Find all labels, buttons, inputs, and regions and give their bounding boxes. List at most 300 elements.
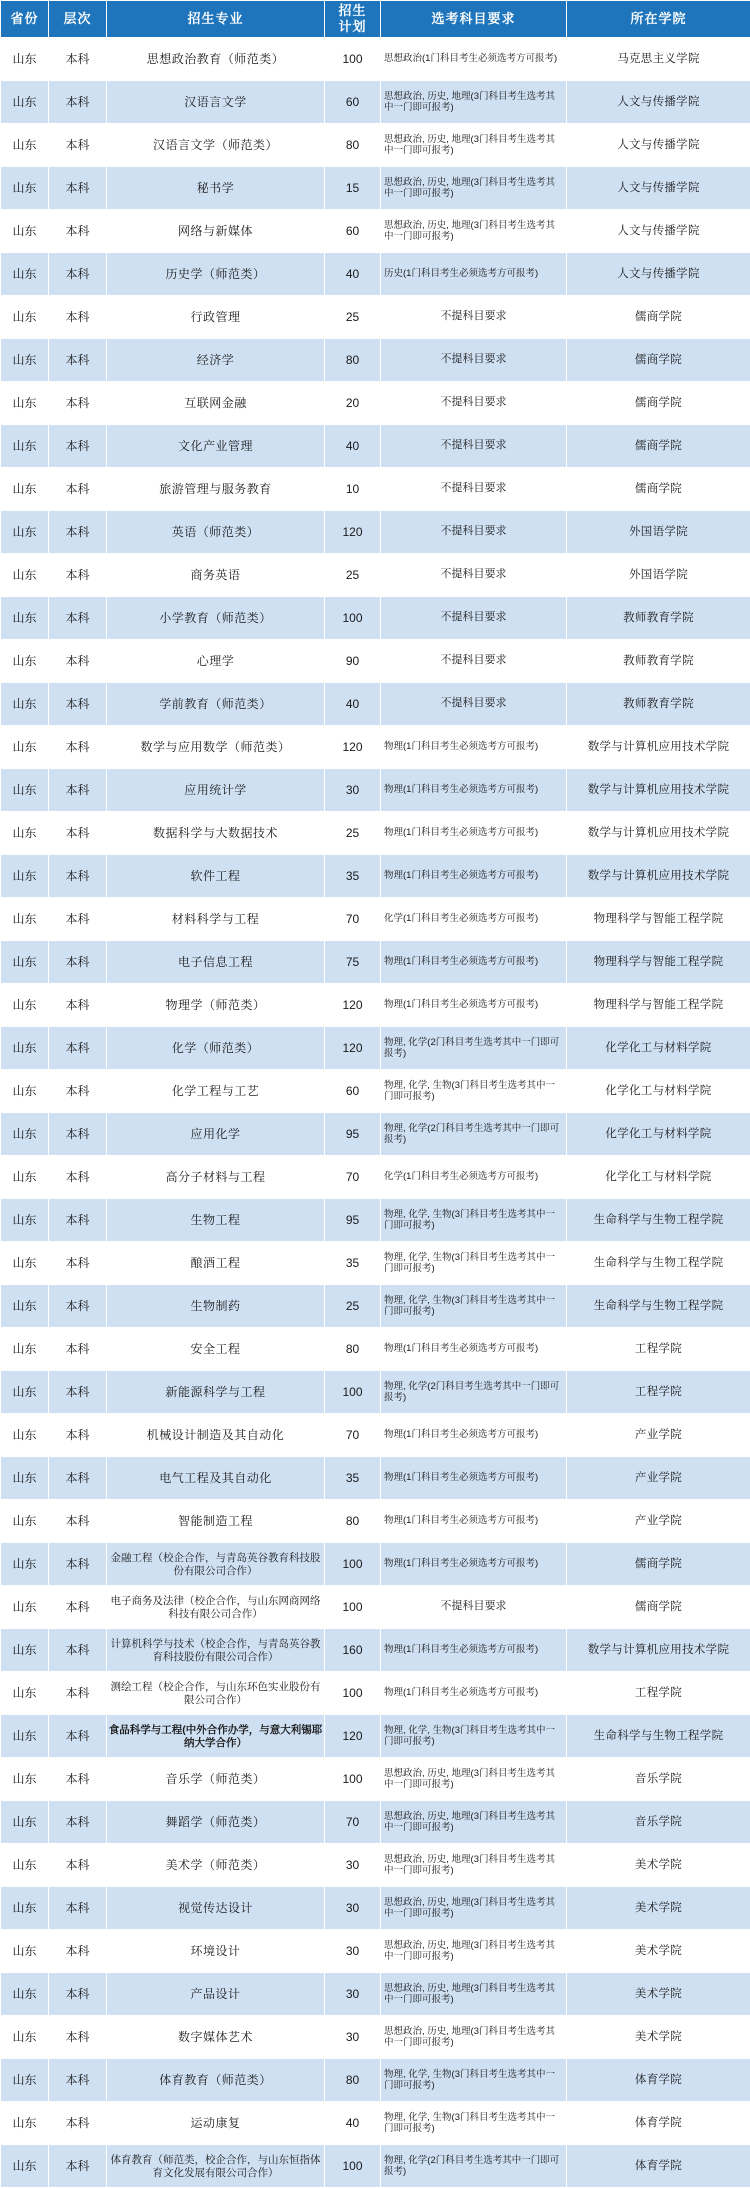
cell-plan: 120 [325,984,381,1027]
cell-subject-requirement: 物理, 化学, 生物(3门科目考生选考其中一门即可报考) [381,1242,567,1285]
cell-college: 美术学院 [567,1973,750,2016]
cell-level: 本科 [49,1070,107,1113]
cell-subject-requirement: 历史(1门科目考生必须选考方可报考) [381,253,567,296]
major-name: 体育教育（师范类，校企合作，与山东恒指体育文化发展有限公司合作） [111,2154,321,2179]
table-row [1,425,750,468]
cell-major [107,124,325,167]
table-row [1,1500,750,1543]
cell-major [107,2145,325,2188]
major-name: 汉语言文学 [184,95,247,109]
cell-subject-requirement: 物理, 化学(2门科目考生选考其中一门即可报考) [381,1113,567,1156]
cell-college: 外国语学院 [567,511,750,554]
table-row [1,2145,750,2188]
cell-province: 山东 [1,1027,49,1070]
major-name: 数学与应用数学（师范类） [140,740,290,754]
table-row [1,1586,750,1629]
major-name: 材料科学与工程 [172,912,260,926]
cell-level: 本科 [49,1801,107,1844]
cell-plan: 25 [325,554,381,597]
cell-level: 本科 [49,898,107,941]
major-name: 经济学 [197,353,235,367]
cell-college: 工程学院 [567,1328,750,1371]
table-row [1,296,750,339]
major-name: 小学教育（师范类） [159,611,272,625]
cell-plan: 100 [325,597,381,640]
cell-province: 山东 [1,1328,49,1371]
table-row [1,855,750,898]
cell-subject-requirement: 不提科目要求 [381,597,567,640]
cell-province: 山东 [1,1758,49,1801]
cell-major [107,425,325,468]
cell-subject-requirement: 物理(1门科目考生必须选考方可报考) [381,1672,567,1715]
cell-major [107,984,325,1027]
cell-level: 本科 [49,1371,107,1414]
table-row [1,640,750,683]
cell-province: 山东 [1,210,49,253]
cell-province: 山东 [1,2102,49,2145]
cell-province: 山东 [1,38,49,81]
major-name: 文化产业管理 [178,439,253,453]
cell-plan: 95 [325,1199,381,1242]
cell-plan: 100 [325,1586,381,1629]
cell-province: 山东 [1,941,49,984]
table-row [1,468,750,511]
cell-level: 本科 [49,1199,107,1242]
cell-level: 本科 [49,683,107,726]
column-header-level: 层次 [49,1,107,38]
cell-subject-requirement: 物理(1门科目考生必须选考方可报考) [381,1500,567,1543]
cell-province: 山东 [1,1199,49,1242]
major-name: 行政管理 [190,310,240,324]
cell-college: 数学与计算机应用技术学院 [567,855,750,898]
cell-subject-requirement: 不提科目要求 [381,640,567,683]
cell-plan: 20 [325,382,381,425]
cell-subject-requirement: 思想政治, 历史, 地理(3门科目考生选考其中一门即可报考) [381,167,567,210]
major-name: 旅游管理与服务教育 [159,482,272,496]
cell-level: 本科 [49,1586,107,1629]
cell-level: 本科 [49,2059,107,2102]
cell-plan: 15 [325,167,381,210]
table-row [1,1973,750,2016]
table-row [1,1758,750,1801]
cell-major [107,1758,325,1801]
column-header-plan [325,1,381,38]
cell-province: 山东 [1,1930,49,1973]
cell-college: 化学化工与材料学院 [567,1156,750,1199]
cell-plan: 100 [325,1371,381,1414]
cell-plan: 80 [325,339,381,382]
column-header-college: 所在学院 [567,1,750,38]
cell-college: 儒商学院 [567,1586,750,1629]
cell-level: 本科 [49,38,107,81]
cell-province: 山东 [1,1844,49,1887]
cell-subject-requirement: 不提科目要求 [381,339,567,382]
cell-level: 本科 [49,339,107,382]
major-name: 生物工程 [190,1213,240,1227]
cell-college: 产业学院 [567,1500,750,1543]
cell-college: 数学与计算机应用技术学院 [567,726,750,769]
major-name: 软件工程 [190,869,240,883]
cell-major [107,511,325,554]
cell-major [107,1070,325,1113]
major-name: 历史学（师范类） [165,267,265,281]
cell-subject-requirement: 物理, 化学, 生物(3门科目考生选考其中一门即可报考) [381,1285,567,1328]
table-row [1,941,750,984]
cell-subject-requirement: 物理, 化学(2门科目考生选考其中一门即可报考) [381,1027,567,1070]
major-name: 网络与新媒体 [178,224,253,238]
cell-college: 儒商学院 [567,425,750,468]
cell-province: 山东 [1,1672,49,1715]
cell-plan: 90 [325,640,381,683]
cell-level: 本科 [49,1328,107,1371]
cell-subject-requirement: 不提科目要求 [381,1586,567,1629]
cell-plan: 70 [325,898,381,941]
cell-level: 本科 [49,726,107,769]
cell-major [107,1715,325,1758]
cell-level: 本科 [49,1156,107,1199]
cell-college: 产业学院 [567,1414,750,1457]
major-name: 测绘工程（校企合作，与山东环色实业股份有限公司合作） [111,1681,321,1706]
cell-college: 工程学院 [567,1672,750,1715]
cell-level: 本科 [49,468,107,511]
cell-college: 生命科学与生物工程学院 [567,1285,750,1328]
cell-major [107,1285,325,1328]
cell-college: 体育学院 [567,2102,750,2145]
cell-subject-requirement: 物理, 化学(2门科目考生选考其中一门即可报考) [381,1371,567,1414]
cell-level: 本科 [49,1500,107,1543]
cell-province: 山东 [1,253,49,296]
cell-college: 体育学院 [567,2145,750,2188]
cell-college: 数学与计算机应用技术学院 [567,812,750,855]
major-name: 酿酒工程 [190,1256,240,1270]
table-row [1,253,750,296]
cell-subject-requirement: 不提科目要求 [381,554,567,597]
table-row [1,1156,750,1199]
cell-major [107,1199,325,1242]
major-name: 思想政治教育（师范类） [147,52,285,66]
table-row [1,1070,750,1113]
cell-level: 本科 [49,1027,107,1070]
cell-level: 本科 [49,769,107,812]
cell-subject-requirement: 物理(1门科目考生必须选考方可报考) [381,769,567,812]
cell-college: 教师教育学院 [567,640,750,683]
cell-level: 本科 [49,1113,107,1156]
table-row [1,1887,750,1930]
cell-province: 山东 [1,1715,49,1758]
cell-plan: 100 [325,38,381,81]
cell-level: 本科 [49,1242,107,1285]
cell-level: 本科 [49,640,107,683]
table-body [1,38,750,2188]
cell-major [107,1371,325,1414]
cell-major [107,941,325,984]
cell-college: 美术学院 [567,1844,750,1887]
cell-college: 美术学院 [567,1930,750,1973]
cell-subject-requirement: 物理(1门科目考生必须选考方可报考) [381,812,567,855]
cell-major [107,812,325,855]
cell-province: 山东 [1,167,49,210]
cell-province: 山东 [1,1586,49,1629]
column-header-major: 招生专业 [107,1,325,38]
table-row [1,726,750,769]
table-row [1,1672,750,1715]
cell-major [107,2102,325,2145]
cell-college: 物理科学与智能工程学院 [567,898,750,941]
cell-subject-requirement: 思想政治, 历史, 地理(3门科目考生选考其中一门即可报考) [381,1930,567,1973]
major-name: 体育教育（师范类） [159,2073,272,2087]
cell-subject-requirement: 思想政治, 历史, 地理(3门科目考生选考其中一门即可报考) [381,1887,567,1930]
cell-province: 山东 [1,511,49,554]
cell-province: 山东 [1,1801,49,1844]
cell-college: 儒商学院 [567,296,750,339]
major-name: 学前教育（师范类） [159,697,272,711]
table-row [1,1930,750,1973]
cell-college: 化学化工与材料学院 [567,1070,750,1113]
major-name: 应用化学 [190,1127,240,1141]
major-name: 英语（师范类） [172,525,260,539]
major-name: 数字媒体艺术 [178,2030,253,2044]
cell-major [107,167,325,210]
cell-level: 本科 [49,511,107,554]
cell-level: 本科 [49,210,107,253]
major-name: 化学工程与工艺 [172,1084,260,1098]
cell-college: 人文与传播学院 [567,210,750,253]
cell-major [107,1500,325,1543]
table-row [1,597,750,640]
table-row [1,210,750,253]
cell-level: 本科 [49,425,107,468]
cell-plan: 30 [325,769,381,812]
cell-province: 山东 [1,1371,49,1414]
table-row [1,1199,750,1242]
column-header-plan-line1: 招生 [325,3,380,19]
table-row [1,2102,750,2145]
cell-level: 本科 [49,1715,107,1758]
cell-level: 本科 [49,1285,107,1328]
cell-college: 化学化工与材料学院 [567,1113,750,1156]
major-name: 秘书学 [197,181,235,195]
cell-subject-requirement: 物理, 化学, 生物(3门科目考生选考其中一门即可报考) [381,1199,567,1242]
cell-province: 山东 [1,2145,49,2188]
cell-subject-requirement: 物理(1门科目考生必须选考方可报考) [381,1629,567,1672]
cell-plan: 80 [325,2059,381,2102]
header-row [1,1,750,38]
cell-level: 本科 [49,1672,107,1715]
cell-level: 本科 [49,1629,107,1672]
cell-college: 体育学院 [567,2059,750,2102]
cell-college: 生命科学与生物工程学院 [567,1199,750,1242]
cell-major [107,597,325,640]
cell-province: 山东 [1,1113,49,1156]
cell-province: 山东 [1,124,49,167]
cell-plan: 100 [325,1543,381,1586]
cell-college: 教师教育学院 [567,683,750,726]
major-name: 生物制药 [190,1299,240,1313]
cell-subject-requirement: 物理, 化学, 生物(3门科目考生选考其中一门即可报考) [381,1715,567,1758]
cell-level: 本科 [49,1973,107,2016]
major-name: 心理学 [197,654,235,668]
cell-major [107,1930,325,1973]
cell-plan: 95 [325,1113,381,1156]
table-row [1,1414,750,1457]
major-name: 数据科学与大数据技术 [153,826,278,840]
cell-province: 山东 [1,1457,49,1500]
cell-college: 物理科学与智能工程学院 [567,984,750,1027]
cell-college: 数学与计算机应用技术学院 [567,769,750,812]
table-row [1,2059,750,2102]
major-name: 互联网金融 [184,396,247,410]
table-row [1,1629,750,1672]
major-name: 音乐学（师范类） [165,1772,265,1786]
cell-province: 山东 [1,468,49,511]
table-row [1,898,750,941]
cell-major [107,1457,325,1500]
table-row [1,2016,750,2059]
cell-subject-requirement: 思想政治(1门科目考生必须选考方可报考) [381,38,567,81]
cell-college: 教师教育学院 [567,597,750,640]
major-name: 安全工程 [190,1342,240,1356]
cell-level: 本科 [49,1758,107,1801]
cell-plan: 60 [325,210,381,253]
cell-subject-requirement: 物理, 化学, 生物(3门科目考生选考其中一门即可报考) [381,2102,567,2145]
cell-major [107,1672,325,1715]
cell-level: 本科 [49,382,107,425]
cell-plan: 30 [325,1973,381,2016]
cell-plan: 40 [325,2102,381,2145]
cell-plan: 120 [325,726,381,769]
column-header-subject-requirement: 选考科目要求 [381,1,567,38]
cell-province: 山东 [1,2059,49,2102]
major-name: 高分子材料与工程 [165,1170,265,1184]
cell-province: 山东 [1,1973,49,2016]
major-name: 电子商务及法律（校企合作，与山东网商网络科技有限公司合作） [111,1595,321,1620]
cell-plan: 70 [325,1156,381,1199]
cell-plan: 25 [325,812,381,855]
cell-major [107,1156,325,1199]
cell-province: 山东 [1,1629,49,1672]
cell-major [107,640,325,683]
cell-province: 山东 [1,769,49,812]
cell-major [107,1887,325,1930]
table-row [1,38,750,81]
cell-major [107,81,325,124]
cell-level: 本科 [49,1457,107,1500]
cell-plan: 80 [325,124,381,167]
cell-major [107,2059,325,2102]
cell-major [107,1113,325,1156]
cell-plan: 100 [325,1758,381,1801]
cell-major [107,339,325,382]
cell-college: 儒商学院 [567,339,750,382]
cell-major [107,38,325,81]
cell-province: 山东 [1,812,49,855]
cell-college: 美术学院 [567,2016,750,2059]
cell-province: 山东 [1,1156,49,1199]
cell-plan: 30 [325,1887,381,1930]
cell-province: 山东 [1,296,49,339]
cell-subject-requirement: 物理(1门科目考生必须选考方可报考) [381,855,567,898]
table-row [1,984,750,1027]
cell-province: 山东 [1,81,49,124]
major-name: 食品科学与工程(中外合作办学，与意大利锡耶纳大学合作） [109,1724,323,1749]
cell-plan: 60 [325,1070,381,1113]
cell-major [107,382,325,425]
cell-plan: 30 [325,2016,381,2059]
table-row [1,812,750,855]
cell-college: 化学化工与材料学院 [567,1027,750,1070]
major-name: 视觉传达设计 [178,1901,253,1915]
cell-subject-requirement: 思想政治, 历史, 地理(3门科目考生选考其中一门即可报考) [381,1801,567,1844]
cell-subject-requirement: 思想政治, 历史, 地理(3门科目考生选考其中一门即可报考) [381,124,567,167]
cell-plan: 75 [325,941,381,984]
cell-subject-requirement: 不提科目要求 [381,683,567,726]
cell-major [107,1973,325,2016]
cell-major [107,1801,325,1844]
cell-province: 山东 [1,1887,49,1930]
cell-plan: 40 [325,683,381,726]
cell-major [107,1027,325,1070]
cell-province: 山东 [1,898,49,941]
major-name: 应用统计学 [184,783,247,797]
table-row [1,683,750,726]
cell-subject-requirement: 思想政治, 历史, 地理(3门科目考生选考其中一门即可报考) [381,210,567,253]
cell-province: 山东 [1,339,49,382]
cell-plan: 35 [325,1457,381,1500]
cell-college: 工程学院 [567,1371,750,1414]
cell-level: 本科 [49,2145,107,2188]
major-name: 物理学（师范类） [165,998,265,1012]
cell-subject-requirement: 思想政治, 历史, 地理(3门科目考生选考其中一门即可报考) [381,2016,567,2059]
cell-province: 山东 [1,726,49,769]
cell-college: 马克思主义学院 [567,38,750,81]
cell-subject-requirement: 物理, 化学, 生物(3门科目考生选考其中一门即可报考) [381,2059,567,2102]
cell-plan: 100 [325,1672,381,1715]
table-row [1,1543,750,1586]
cell-level: 本科 [49,2102,107,2145]
cell-major [107,210,325,253]
cell-subject-requirement: 物理(1门科目考生必须选考方可报考) [381,941,567,984]
cell-level: 本科 [49,81,107,124]
table-row [1,1242,750,1285]
cell-subject-requirement: 思想政治, 历史, 地理(3门科目考生选考其中一门即可报考) [381,1973,567,2016]
table-row [1,1801,750,1844]
major-name: 商务英语 [190,568,240,582]
cell-plan: 35 [325,1242,381,1285]
cell-subject-requirement: 化学(1门科目考生必须选考方可报考) [381,898,567,941]
cell-level: 本科 [49,1543,107,1586]
major-name: 机械设计制造及其自动化 [147,1428,285,1442]
cell-subject-requirement: 思想政治, 历史, 地理(3门科目考生选考其中一门即可报考) [381,1758,567,1801]
cell-major [107,1414,325,1457]
cell-subject-requirement: 物理(1门科目考生必须选考方可报考) [381,1543,567,1586]
cell-plan: 160 [325,1629,381,1672]
cell-plan: 25 [325,1285,381,1328]
cell-province: 山东 [1,1500,49,1543]
cell-college: 音乐学院 [567,1758,750,1801]
cell-level: 本科 [49,984,107,1027]
cell-major [107,769,325,812]
major-name: 化学（师范类） [172,1041,260,1055]
major-name: 智能制造工程 [178,1514,253,1528]
cell-major [107,1844,325,1887]
major-name: 新能源科学与工程 [165,1385,265,1399]
cell-major [107,468,325,511]
cell-level: 本科 [49,1887,107,1930]
table-row [1,1328,750,1371]
cell-major [107,253,325,296]
cell-subject-requirement: 不提科目要求 [381,296,567,339]
cell-plan: 80 [325,1328,381,1371]
